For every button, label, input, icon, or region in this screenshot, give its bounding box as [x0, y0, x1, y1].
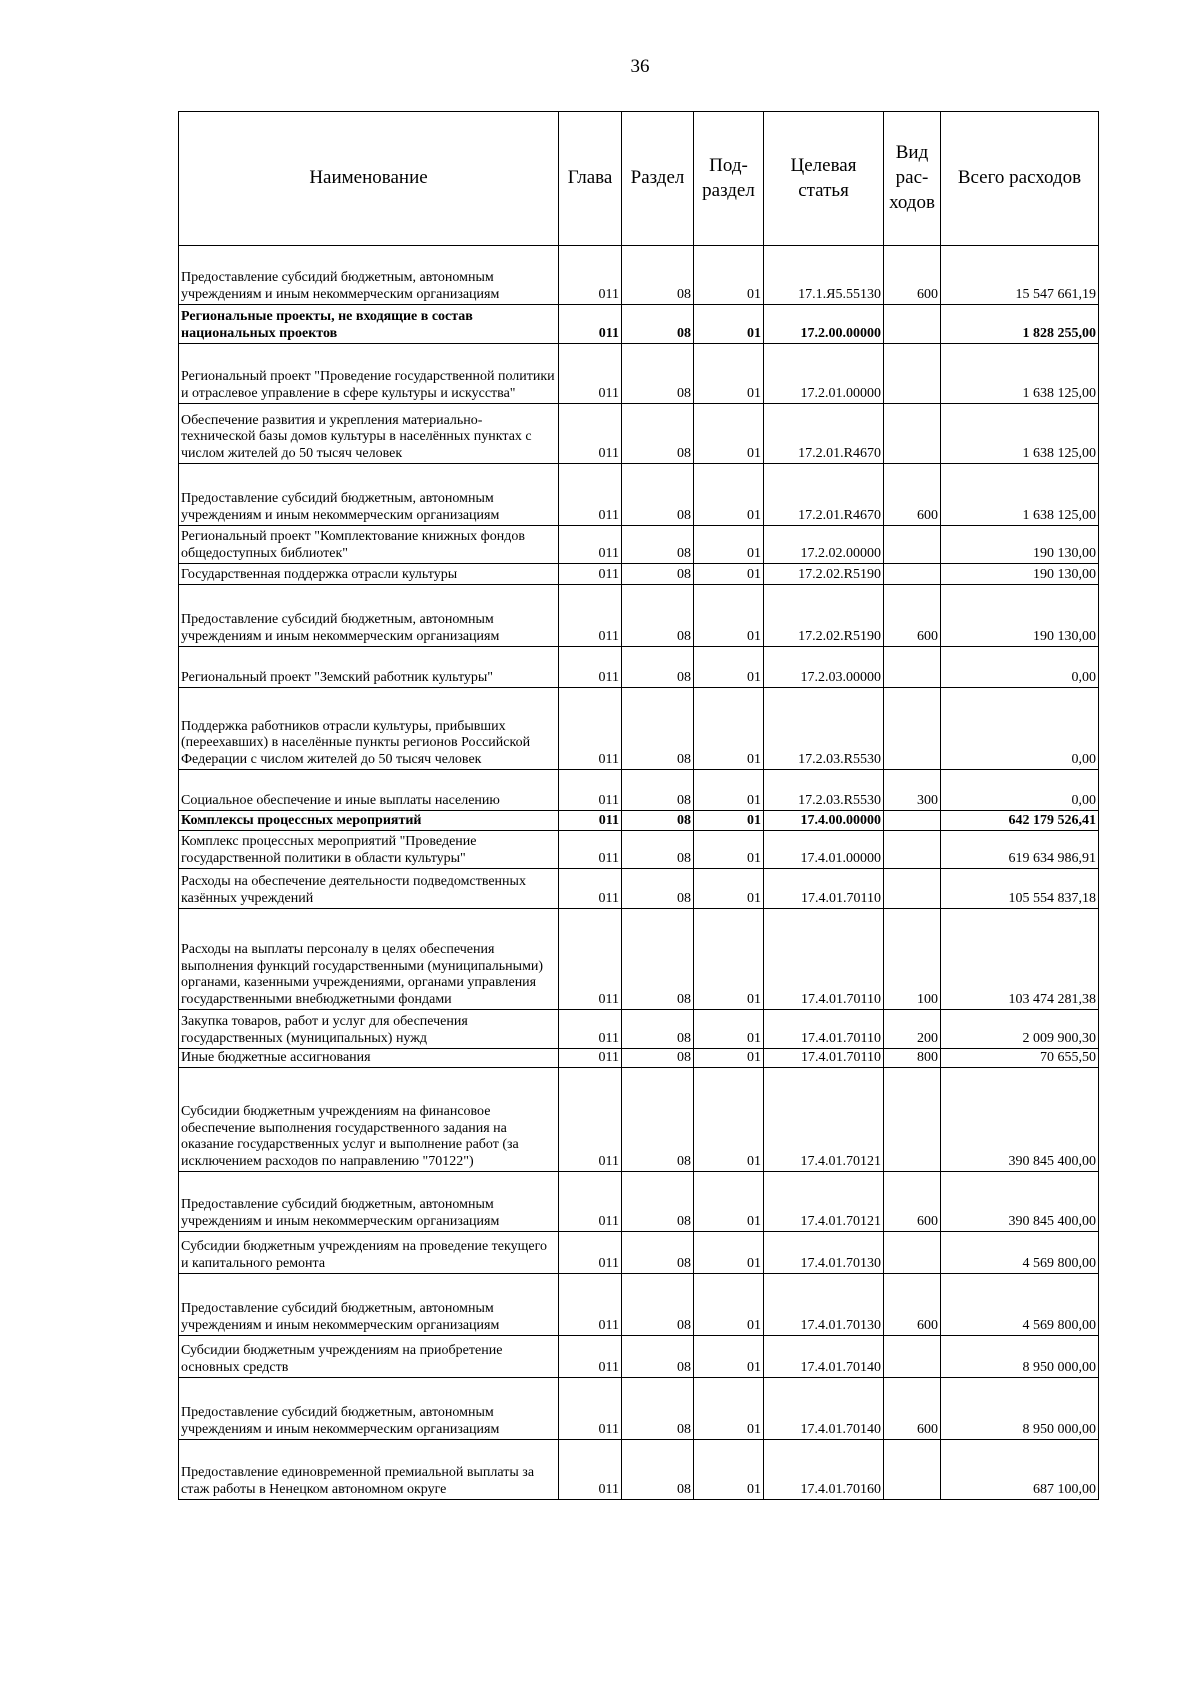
cell-total: 390 845 400,00 — [941, 1068, 1099, 1172]
cell-subsection: 01 — [694, 1010, 764, 1049]
cell-total: 105 554 837,18 — [941, 869, 1099, 909]
cell-total: 1 638 125,00 — [941, 404, 1099, 464]
cell-name: Региональные проекты, не входящие в состав национальных проектов — [179, 305, 559, 344]
cell-kind — [884, 1336, 941, 1378]
cell-target: 17.2.01.R4670 — [764, 404, 884, 464]
cell-name: Закупка товаров, работ и услуг для обеспечения государственных (муниципальных) нужд — [179, 1010, 559, 1049]
table-body — [179, 246, 1099, 1500]
cell-name: Субсидии бюджетным учреждениям на приобретение основных средств — [179, 1336, 559, 1378]
cell-kind: 200 — [884, 1010, 941, 1049]
cell-total: 1 638 125,00 — [941, 464, 1099, 526]
cell-kind — [884, 526, 941, 564]
cell-chapter: 011 — [559, 647, 622, 688]
cell-name: Субсидии бюджетным учреждениям на финансовое обеспечение выполнения государственного задания на оказание государственных услуг и выполнение работ (за исключением расходов по направлению "70122") — [179, 1068, 559, 1172]
cell-name: Иные бюджетные ассигнования — [179, 1049, 559, 1068]
cell-name: Расходы на выплаты персоналу в целях обеспечения выполнения функций государственными (муниципальными) органами, казенными учреждениями, органами управления государственными внебюджетными фондами — [179, 909, 559, 1010]
cell-kind: 600 — [884, 246, 941, 305]
table-row — [179, 688, 1099, 770]
cell-kind — [884, 688, 941, 770]
cell-chapter: 011 — [559, 1378, 622, 1440]
cell-section: 08 — [622, 1010, 694, 1049]
cell-section: 08 — [622, 831, 694, 869]
cell-chapter: 011 — [559, 585, 622, 647]
cell-chapter: 011 — [559, 305, 622, 344]
cell-chapter: 011 — [559, 869, 622, 909]
table-row — [179, 811, 1099, 831]
table-row — [179, 344, 1099, 404]
cell-kind: 600 — [884, 1172, 941, 1232]
cell-chapter: 011 — [559, 1049, 622, 1068]
cell-subsection: 01 — [694, 688, 764, 770]
budget-table — [178, 111, 1099, 1500]
cell-subsection: 01 — [694, 246, 764, 305]
cell-total: 0,00 — [941, 688, 1099, 770]
table-row — [179, 1068, 1099, 1172]
cell-name: Предоставление субсидий бюджетным, автономным учреждениям и иным некоммерческим организациям — [179, 1274, 559, 1336]
cell-section: 08 — [622, 909, 694, 1010]
cell-chapter: 011 — [559, 464, 622, 526]
cell-chapter: 011 — [559, 526, 622, 564]
cell-section: 08 — [622, 1172, 694, 1232]
header-kind: Вид рас- ходов — [884, 112, 941, 246]
cell-subsection: 01 — [694, 1274, 764, 1336]
table-row — [179, 1440, 1099, 1500]
cell-subsection: 01 — [694, 831, 764, 869]
cell-total: 70 655,50 — [941, 1049, 1099, 1068]
table-row — [179, 404, 1099, 464]
cell-target: 17.4.01.70110 — [764, 1049, 884, 1068]
cell-target: 17.2.02.R5190 — [764, 585, 884, 647]
cell-section: 08 — [622, 1049, 694, 1068]
cell-kind — [884, 564, 941, 585]
cell-name: Предоставление единовременной премиальной выплаты за стаж работы в Ненецком автономном округе — [179, 1440, 559, 1500]
cell-total: 1 638 125,00 — [941, 344, 1099, 404]
cell-subsection: 01 — [694, 526, 764, 564]
cell-kind — [884, 869, 941, 909]
cell-section: 08 — [622, 647, 694, 688]
cell-target: 17.4.01.00000 — [764, 831, 884, 869]
cell-chapter: 011 — [559, 688, 622, 770]
table-row — [179, 526, 1099, 564]
table-row — [179, 1172, 1099, 1232]
header-subsection: Под- раздел — [694, 112, 764, 246]
cell-subsection: 01 — [694, 909, 764, 1010]
cell-target: 17.2.01.00000 — [764, 344, 884, 404]
header-chapter: Глава — [559, 112, 622, 246]
cell-name: Поддержка работников отрасли культуры, прибывших (переехавших) в населённые пункты регионов Российской Федерации с числом жителей до 50 тысяч человек — [179, 688, 559, 770]
cell-kind: 600 — [884, 464, 941, 526]
cell-subsection: 01 — [694, 1068, 764, 1172]
cell-total: 0,00 — [941, 770, 1099, 811]
cell-name: Региональный проект "Земский работник культуры" — [179, 647, 559, 688]
cell-total: 0,00 — [941, 647, 1099, 688]
cell-name: Комплексы процессных мероприятий — [179, 811, 559, 831]
cell-name: Предоставление субсидий бюджетным, автономным учреждениям и иным некоммерческим организациям — [179, 1378, 559, 1440]
cell-subsection: 01 — [694, 585, 764, 647]
cell-name: Социальное обеспечение и иные выплаты населению — [179, 770, 559, 811]
cell-section: 08 — [622, 344, 694, 404]
cell-target: 17.2.03.R5530 — [764, 688, 884, 770]
table-row — [179, 1274, 1099, 1336]
cell-kind: 600 — [884, 1274, 941, 1336]
table-header-row — [179, 112, 1099, 246]
cell-subsection: 01 — [694, 1336, 764, 1378]
cell-section: 08 — [622, 811, 694, 831]
cell-kind: 600 — [884, 1378, 941, 1440]
cell-section: 08 — [622, 1274, 694, 1336]
table-row — [179, 647, 1099, 688]
cell-total: 642 179 526,41 — [941, 811, 1099, 831]
cell-chapter: 011 — [559, 909, 622, 1010]
cell-subsection: 01 — [694, 647, 764, 688]
cell-target: 17.4.01.70160 — [764, 1440, 884, 1500]
cell-chapter: 011 — [559, 404, 622, 464]
table-row — [179, 909, 1099, 1010]
cell-total: 619 634 986,91 — [941, 831, 1099, 869]
cell-total: 8 950 000,00 — [941, 1378, 1099, 1440]
table-row — [179, 564, 1099, 585]
cell-total: 4 569 800,00 — [941, 1232, 1099, 1274]
cell-target: 17.4.01.70121 — [764, 1068, 884, 1172]
cell-name: Субсидии бюджетным учреждениям на проведение текущего и капитального ремонта — [179, 1232, 559, 1274]
cell-kind: 800 — [884, 1049, 941, 1068]
table-row — [179, 1336, 1099, 1378]
cell-target: 17.2.02.00000 — [764, 526, 884, 564]
cell-section: 08 — [622, 585, 694, 647]
cell-total: 1 828 255,00 — [941, 305, 1099, 344]
cell-subsection: 01 — [694, 770, 764, 811]
cell-kind — [884, 344, 941, 404]
cell-target: 17.2.02.R5190 — [764, 564, 884, 585]
table-row — [179, 585, 1099, 647]
cell-total: 103 474 281,38 — [941, 909, 1099, 1010]
table-row — [179, 246, 1099, 305]
cell-section: 08 — [622, 1068, 694, 1172]
cell-subsection: 01 — [694, 1440, 764, 1500]
cell-target: 17.4.01.70110 — [764, 909, 884, 1010]
page-number: 36 — [630, 56, 650, 77]
cell-target: 17.4.00.00000 — [764, 811, 884, 831]
cell-subsection: 01 — [694, 811, 764, 831]
cell-chapter: 011 — [559, 811, 622, 831]
cell-chapter: 011 — [559, 246, 622, 305]
cell-chapter: 011 — [559, 344, 622, 404]
cell-section: 08 — [622, 404, 694, 464]
cell-kind: 600 — [884, 585, 941, 647]
cell-chapter: 011 — [559, 1232, 622, 1274]
cell-kind: 300 — [884, 770, 941, 811]
cell-section: 08 — [622, 1440, 694, 1500]
table-row — [179, 1232, 1099, 1274]
cell-total: 390 845 400,00 — [941, 1172, 1099, 1232]
cell-subsection: 01 — [694, 305, 764, 344]
cell-section: 08 — [622, 305, 694, 344]
cell-name: Предоставление субсидий бюджетным, автономным учреждениям и иным некоммерческим организациям — [179, 246, 559, 305]
table-row — [179, 464, 1099, 526]
cell-total: 190 130,00 — [941, 526, 1099, 564]
cell-kind — [884, 647, 941, 688]
cell-total: 190 130,00 — [941, 585, 1099, 647]
table-row — [179, 1049, 1099, 1068]
cell-subsection: 01 — [694, 1378, 764, 1440]
cell-section: 08 — [622, 1378, 694, 1440]
cell-section: 08 — [622, 464, 694, 526]
cell-target: 17.2.03.00000 — [764, 647, 884, 688]
cell-name: Региональный проект "Проведение государственной политики и отраслевое управление в сфере культуры и искусства" — [179, 344, 559, 404]
cell-target: 17.2.00.00000 — [764, 305, 884, 344]
cell-chapter: 011 — [559, 1172, 622, 1232]
cell-chapter: 011 — [559, 1068, 622, 1172]
header-section: Раздел — [622, 112, 694, 246]
cell-chapter: 011 — [559, 1274, 622, 1336]
cell-target: 17.4.01.70140 — [764, 1378, 884, 1440]
cell-subsection: 01 — [694, 1049, 764, 1068]
cell-kind — [884, 1440, 941, 1500]
cell-total: 687 100,00 — [941, 1440, 1099, 1500]
cell-section: 08 — [622, 526, 694, 564]
cell-chapter: 011 — [559, 1440, 622, 1500]
cell-target: 17.2.03.R5530 — [764, 770, 884, 811]
table-row — [179, 869, 1099, 909]
cell-total: 4 569 800,00 — [941, 1274, 1099, 1336]
header-target: Целевая статья — [764, 112, 884, 246]
cell-kind — [884, 1068, 941, 1172]
cell-total: 2 009 900,30 — [941, 1010, 1099, 1049]
cell-chapter: 011 — [559, 564, 622, 585]
cell-name: Предоставление субсидий бюджетным, автономным учреждениям и иным некоммерческим организациям — [179, 464, 559, 526]
table-row — [179, 1378, 1099, 1440]
table-row — [179, 770, 1099, 811]
cell-target: 17.4.01.70121 — [764, 1172, 884, 1232]
cell-section: 08 — [622, 770, 694, 811]
cell-kind — [884, 831, 941, 869]
cell-target: 17.4.01.70130 — [764, 1274, 884, 1336]
cell-target: 17.4.01.70130 — [764, 1232, 884, 1274]
cell-section: 08 — [622, 869, 694, 909]
cell-section: 08 — [622, 1232, 694, 1274]
cell-kind: 100 — [884, 909, 941, 1010]
cell-name: Комплекс процессных мероприятий "Проведение государственной политики в области культуры" — [179, 831, 559, 869]
cell-name: Государственная поддержка отрасли культуры — [179, 564, 559, 585]
cell-section: 08 — [622, 564, 694, 585]
header-total: Всего расходов — [941, 112, 1099, 246]
cell-target: 17.1.Я5.55130 — [764, 246, 884, 305]
cell-total: 15 547 661,19 — [941, 246, 1099, 305]
cell-section: 08 — [622, 688, 694, 770]
cell-name: Предоставление субсидий бюджетным, автономным учреждениям и иным некоммерческим организациям — [179, 585, 559, 647]
cell-subsection: 01 — [694, 1232, 764, 1274]
cell-kind — [884, 404, 941, 464]
cell-name: Расходы на обеспечение деятельности подведомственных казённых учреждений — [179, 869, 559, 909]
table-row — [179, 831, 1099, 869]
cell-kind — [884, 305, 941, 344]
cell-chapter: 011 — [559, 770, 622, 811]
cell-subsection: 01 — [694, 869, 764, 909]
header-name: Наименование — [179, 112, 559, 246]
table-row — [179, 1010, 1099, 1049]
cell-section: 08 — [622, 1336, 694, 1378]
cell-total: 190 130,00 — [941, 564, 1099, 585]
cell-chapter: 011 — [559, 831, 622, 869]
cell-subsection: 01 — [694, 344, 764, 404]
cell-target: 17.4.01.70140 — [764, 1336, 884, 1378]
cell-target: 17.2.01.R4670 — [764, 464, 884, 526]
cell-section: 08 — [622, 246, 694, 305]
cell-subsection: 01 — [694, 564, 764, 585]
cell-subsection: 01 — [694, 464, 764, 526]
cell-target: 17.4.01.70110 — [764, 1010, 884, 1049]
cell-name: Обеспечение развития и укрепления материально-технической базы домов культуры в населённых пунктах с числом жителей до 50 тысяч человек — [179, 404, 559, 464]
cell-kind — [884, 811, 941, 831]
cell-total: 8 950 000,00 — [941, 1336, 1099, 1378]
cell-name: Предоставление субсидий бюджетным, автономным учреждениям и иным некоммерческим организациям — [179, 1172, 559, 1232]
cell-subsection: 01 — [694, 1172, 764, 1232]
cell-chapter: 011 — [559, 1010, 622, 1049]
cell-kind — [884, 1232, 941, 1274]
cell-name: Региональный проект "Комплектование книжных фондов общедоступных библиотек" — [179, 526, 559, 564]
table-row — [179, 305, 1099, 344]
cell-target: 17.4.01.70110 — [764, 869, 884, 909]
cell-chapter: 011 — [559, 1336, 622, 1378]
cell-subsection: 01 — [694, 404, 764, 464]
